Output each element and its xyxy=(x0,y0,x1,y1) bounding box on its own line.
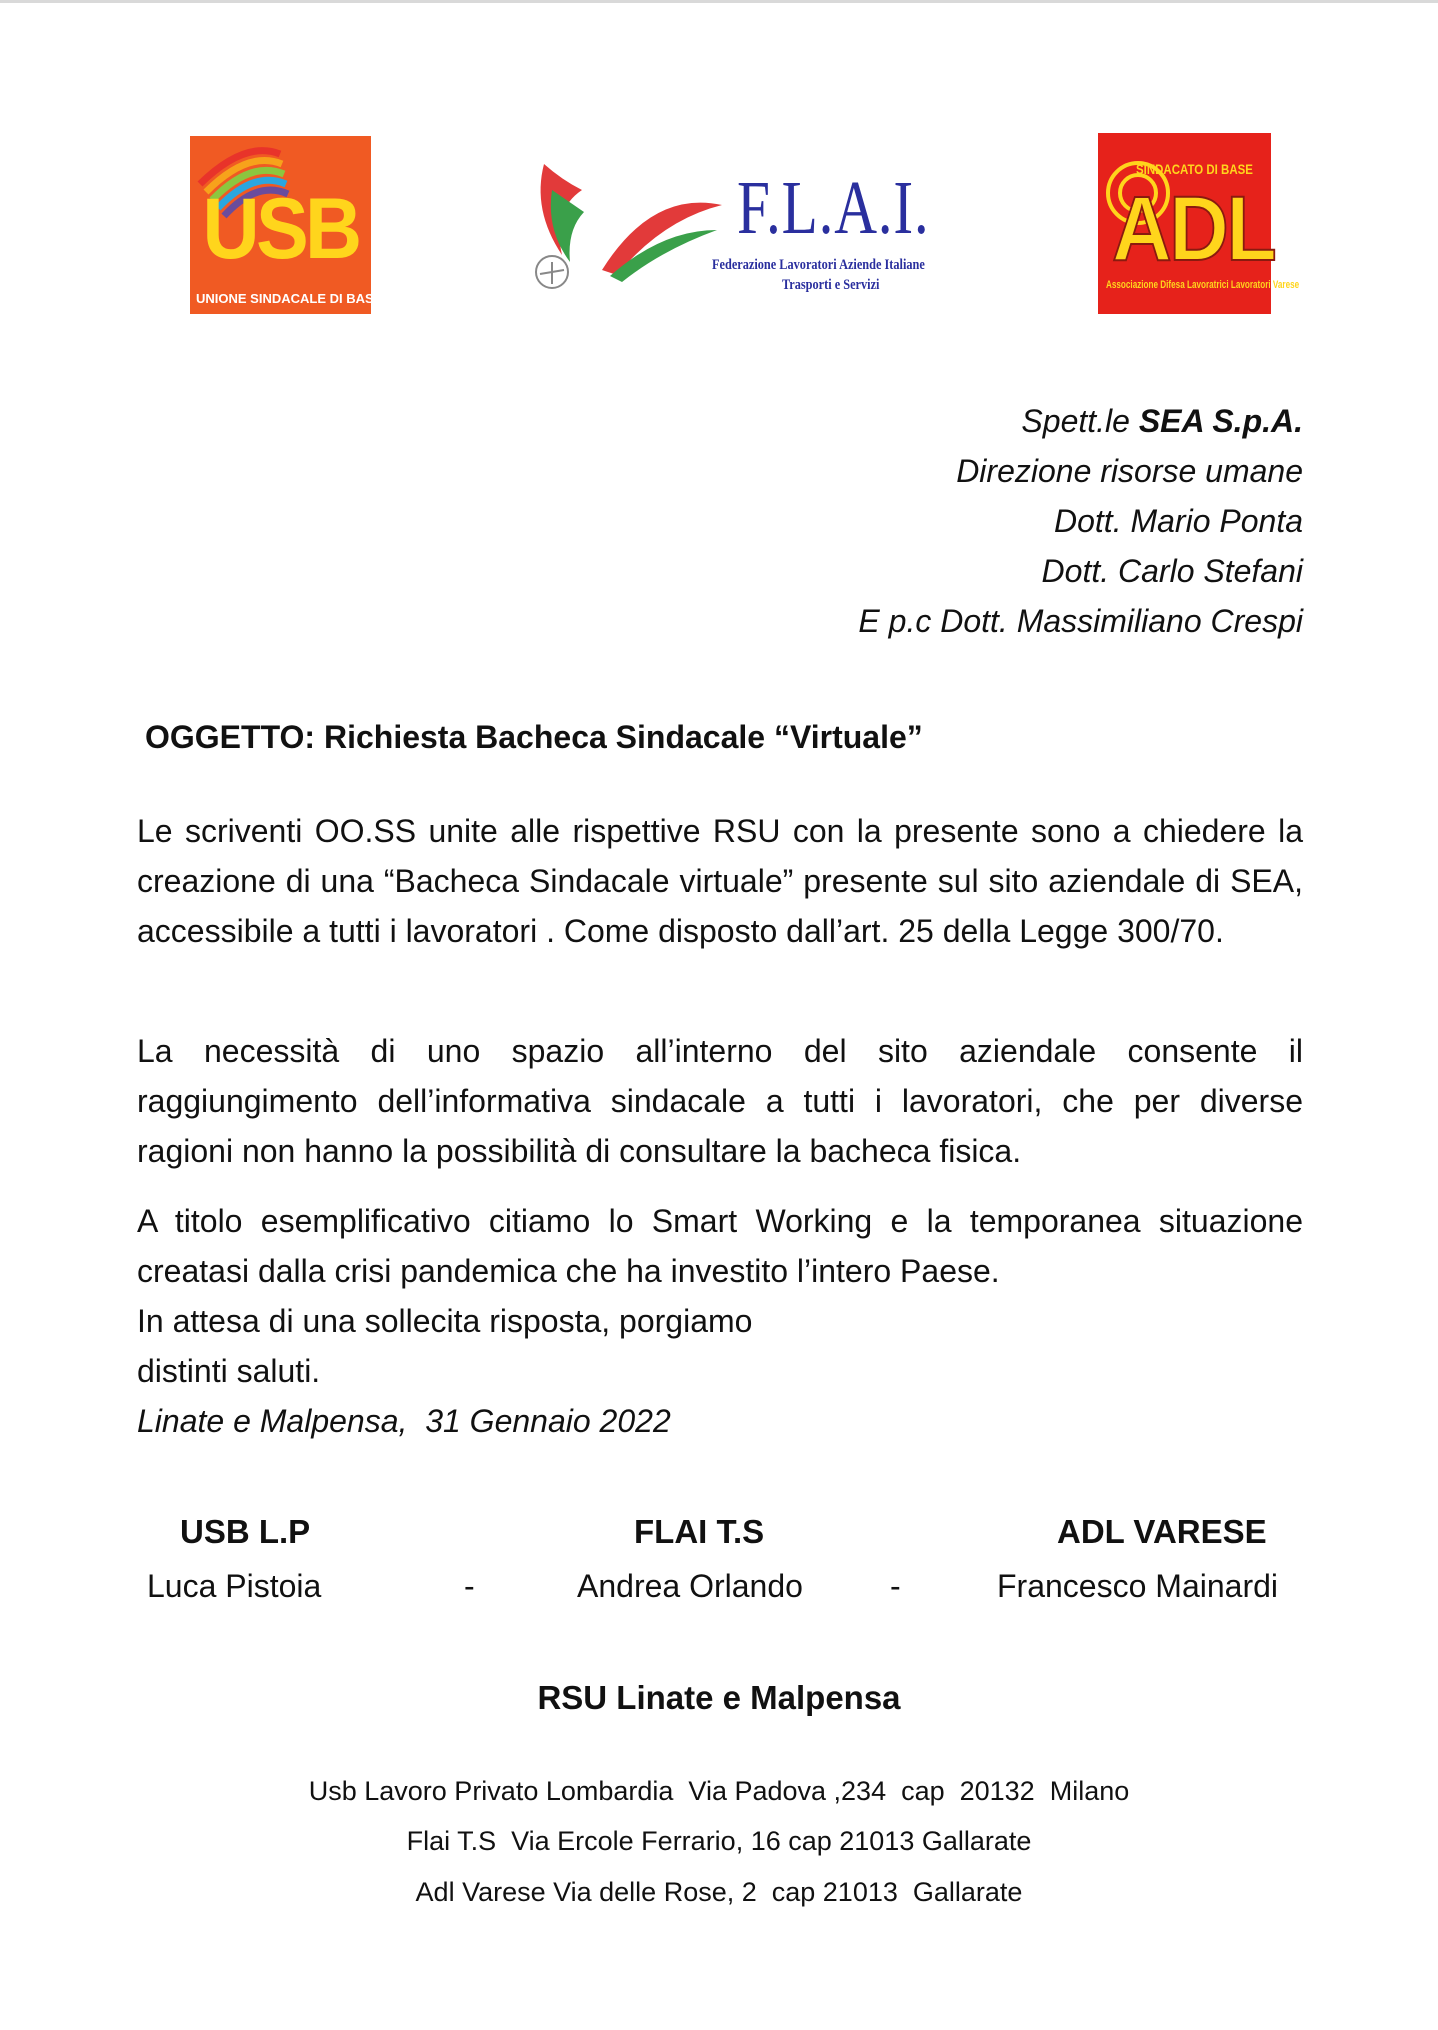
flai-logo-subtitle: Federazione Lavoratori Aziende Italiane xyxy=(712,257,925,273)
subject-line: OGGETTO: Richiesta Bacheca Sindacale “Virtuale” xyxy=(145,719,923,755)
addressee-prefix: Spett.le xyxy=(1021,403,1139,439)
signature-separator-2: - xyxy=(890,1568,901,1604)
addressee-block xyxy=(858,396,1303,646)
rsu-heading: RSU Linate e Malpensa xyxy=(537,1679,901,1716)
closing-line-2: distinti saluti. xyxy=(137,1353,321,1389)
closing-block xyxy=(137,1296,752,1446)
paragraph-3: A titolo esemplificativo citiamo lo Smart Working e la temporanea situazione creatasi dalla crisi pandemica che ha investito l’intero Paese. xyxy=(137,1203,1303,1289)
place-date: Linate e Malpensa, 31 Gennaio 2022 xyxy=(137,1403,671,1439)
adl-logo-word: ADL xyxy=(1112,178,1275,280)
addressee-line-1 xyxy=(858,396,1303,446)
adl-logo xyxy=(1098,133,1300,314)
addressee-line-4: Dott. Carlo Stefani xyxy=(1041,553,1303,589)
signature-org-flai: FLAI T.S xyxy=(634,1513,765,1550)
usb-logo-word: USB xyxy=(202,181,359,277)
signature-name-flai: Andrea Orlando xyxy=(577,1568,803,1604)
signature-separator-1: - xyxy=(464,1568,475,1604)
usb-logo-subtitle: UNIONE SINDACALE DI BASE xyxy=(196,291,383,306)
address-usb: Usb Lavoro Privato Lombardia Via Padova ,234 cap 20132 Milano xyxy=(308,1776,1130,1806)
adl-logo-top: SINDACATO DI BASE xyxy=(1136,161,1253,177)
paragraph-2: La necessità di uno spazio all’interno del sito aziendale consente il raggiungimento dell’informativa sindacale a tutti i lavoratori, che per diverse ragioni non hanno la possibilità di consultare la bacheca fisica. xyxy=(137,1033,1303,1169)
address-adl: Adl Varese Via delle Rose, 2 cap 21013 Gallarate xyxy=(415,1877,1023,1907)
signature-org-adl: ADL VARESE xyxy=(1057,1513,1267,1550)
addressee-line-3: Dott. Mario Ponta xyxy=(1054,503,1303,539)
flai-logo-subtitle-2: Trasporti e Servizi xyxy=(782,277,880,293)
wings-icon xyxy=(522,150,742,300)
paragraph-1: Le scriventi OO.SS unite alle rispettive RSU con la presente sono a chiedere la creazione di una “Bacheca Sindacale virtuale” presente sul sito aziendale di SEA, accessibile a tutti i lavoratori . Come disposto dall’art. 25 della Legge 300/70. xyxy=(137,813,1303,949)
signature-org-usb: USB L.P xyxy=(180,1513,311,1550)
addressee-company: SEA S.p.A. xyxy=(1138,403,1303,439)
usb-logo xyxy=(190,136,383,314)
flai-logo xyxy=(522,150,972,300)
adl-logo-subtitle: Associazione Difesa Lavoratrici Lavoratori Varese xyxy=(1106,279,1300,291)
addressee-line-2: Direzione risorse umane xyxy=(956,453,1303,489)
addressee-line-5: E p.c Dott. Massimiliano Crespi xyxy=(858,603,1303,639)
top-border xyxy=(0,0,1438,3)
address-flai: Flai T.S Via Ercole Ferrario, 16 cap 21013 Gallarate xyxy=(406,1826,1032,1856)
closing-line-1: In attesa di una sollecita risposta, porgiamo xyxy=(137,1303,753,1339)
flai-logo-word: F.L.A.I. xyxy=(737,166,930,250)
signature-name-usb: Luca Pistoia xyxy=(147,1568,322,1604)
signature-name-adl: Francesco Mainardi xyxy=(997,1568,1278,1604)
